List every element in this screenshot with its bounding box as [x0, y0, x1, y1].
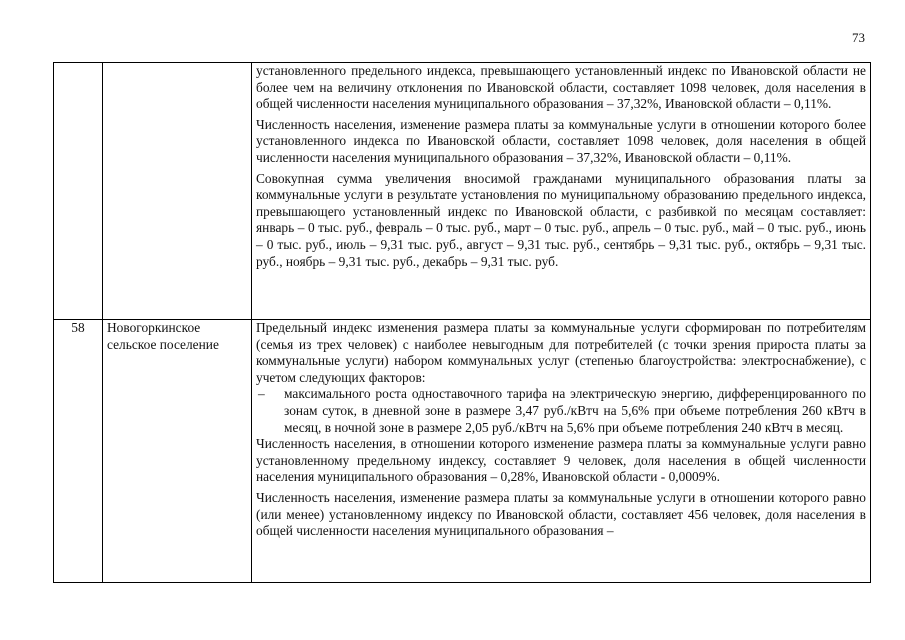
municipality-name: Новогоркинское сельское поселение — [103, 320, 252, 583]
row-number — [54, 63, 103, 320]
paragraph: Предельный индекс изменения размера платы за коммунальные услуги сформирован по потребителям (семья из трех человек) с наиболее невыгодным для потребителей (с точки зрения прироста платы за коммунальные услуги) набором коммунальных услуг (степенью благоустройства: электроснабжение), с учетом следующих факторов: — [256, 320, 866, 385]
paragraph: установленного предельного индекса, превышающего установленный индекс по Ивановской области не более чем на величину отклонения по Ивановской области, составляет 1098 человек, доля населения в общей численности населения муниципального образования – 37,32%, Ивановской области – 0,11%. — [256, 63, 866, 112]
paragraph: Численность населения, в отношении которого изменение размера платы за коммунальные услуги равно установленному предельному индексу, составляет 9 человек, доля населения в общей численности населения муниципального образования – 0,28%, Ивановской области - 0,0009%. — [256, 436, 866, 485]
municipal-index-table — [53, 62, 871, 583]
paragraph: Численность населения, изменение размера платы за коммунальные услуги в отношении которого более установленного индекса по Ивановской области, составляет 1098 человек, доля населения в общей численности населения муниципального образования – 37,32%, Ивановской области – 0,11%. — [256, 116, 866, 165]
paragraph: Численность населения, изменение размера платы за коммунальные услуги в отношении которого равно (или менее) установленному индексу по Ивановской области, составляет 456 человек, доля населения в общей численности населения муниципального образования – — [256, 489, 866, 539]
table-row — [54, 63, 871, 320]
factor-list-item — [256, 386, 866, 436]
page-number: 73 — [852, 30, 865, 45]
paragraph: Совокупная сумма увеличения вносимой гражданами муниципального образования платы за коммунальные услуги в результате установления по муниципальному образованию предельного индекса, превышающего установленный индекс по Ивановской области, с разбивкой по месяцам составляет: январь – 0 тыс. руб., февраль – 0 тыс. руб., март – 0 тыс. руб., апрель – 0 тыс. руб., май – 0 тыс. руб., июнь – 0 тыс. руб., июль – 9,31 тыс. руб., август – 9,31 тыс. руб., сентябрь – 9,31 тыс. руб., октябрь – 9,31 тыс. руб., ноябрь – 9,31 тыс. руб., декабрь – 9,31 тыс. руб. — [256, 170, 866, 269]
row-number: 58 — [54, 320, 103, 583]
factor-text: максимального роста одноставочного тарифа на электрическую энергию, дифференцированного по зонам суток, в дневной зоне в размере 3,47 руб./кВтч на 5,6% при объеме потребления 260 кВтч в месяц, в ночной зоне в размере 2,05 руб./кВтч на 5,6% при объеме потребления 240 кВтч в месяц. — [284, 386, 866, 435]
row-description — [252, 320, 871, 583]
municipality-name — [103, 63, 252, 320]
list-dash-marker: – — [258, 386, 265, 402]
table-row — [54, 320, 871, 583]
row-description — [252, 63, 871, 320]
